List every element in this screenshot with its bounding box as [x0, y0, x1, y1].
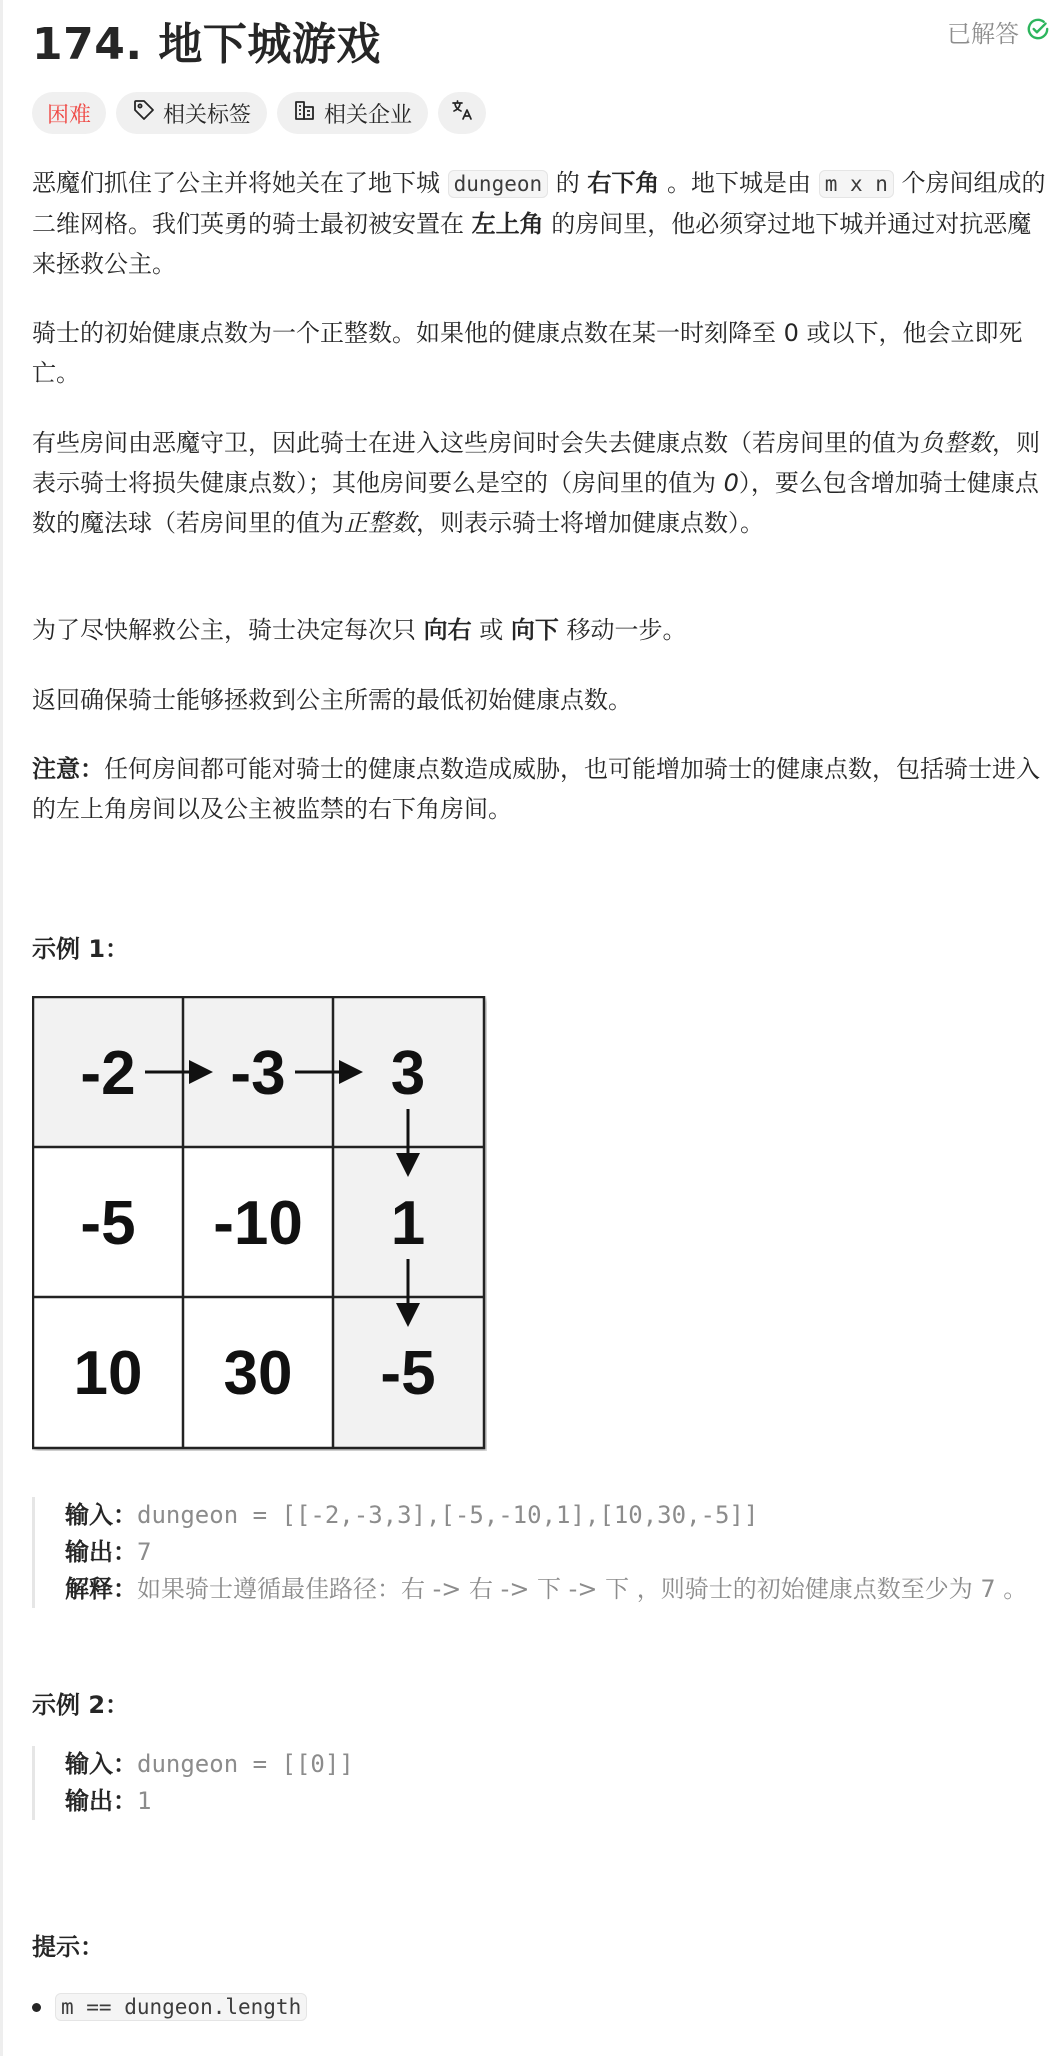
grid-value-1-1: -10	[213, 1189, 303, 1258]
example-2-heading: 示例 2：	[32, 1691, 130, 1719]
input-label: 输入：	[65, 1501, 137, 1529]
grid-value-2-0: 10	[73, 1339, 143, 1408]
example-2-output: 1	[137, 1787, 152, 1815]
inline-code-dungeon: dungeon	[448, 170, 549, 198]
tag-icon	[132, 98, 156, 128]
input-label: 输入：	[65, 1750, 137, 1778]
hint-code-1: m == dungeon.length	[55, 1993, 307, 2021]
example-1-input-line	[65, 1497, 1061, 1534]
grid-value-1-0: -5	[80, 1189, 136, 1258]
grid-value-0-0: -2	[80, 1039, 136, 1108]
building-icon	[293, 98, 317, 128]
note-paragraph: 注意：任何房间都可能对骑士的健康点数造成威胁，也可能增加骑士的健康点数，包括骑士进入的左上角房间以及公主被监禁的右下角房间。	[32, 755, 1040, 823]
example-2-block	[32, 1746, 1061, 1820]
example-1-explanation: 如果骑士遵循最佳路径：右 -> 右 -> 下 -> 下 ，则骑士的初始健康点数至少为 7 。	[137, 1575, 1028, 1603]
description-paragraph-1: 恶魔们抓住了公主并将她关在了地下城 dungeon 的 右下角 。地下城是由 m x n 个房间组成的二维网格。我们英勇的骑士最初被安置在 左上角 的房间里，他必须穿过地下城并通过对抗恶魔来拯救公主。	[32, 169, 1046, 278]
example-1-heading: 示例 1：	[32, 935, 130, 963]
check-circle-icon	[1025, 16, 1051, 48]
explain-label: 解释：	[65, 1575, 137, 1603]
grid-value-1-2: 1	[390, 1189, 426, 1258]
hint-list-item	[32, 1993, 307, 2021]
panel-divider	[0, 0, 3, 2056]
example-1-output-line	[65, 1534, 1061, 1571]
output-label: 输出：	[65, 1538, 137, 1566]
related-companies-button[interactable]	[277, 92, 428, 134]
example-1-explain-line	[65, 1571, 1061, 1608]
description-paragraph-3: 有些房间由恶魔守卫，因此骑士在进入这些房间时会失去健康点数（若房间里的值为负整数，则表示骑士将损失健康点数）；其他房间要么是空的（房间里的值为 0），要么包含增加骑士健康点数的魔法球（若房间里的值为正整数，则表示骑士将增加健康点数）。	[32, 429, 1040, 537]
grid-value-0-2: 3	[390, 1039, 426, 1108]
description-paragraph-5: 返回确保骑士能够拯救到公主所需的最低初始健康点数。	[32, 686, 632, 714]
translate-button[interactable]	[438, 92, 486, 134]
description-paragraph-2: 骑士的初始健康点数为一个正整数。如果他的健康点数在某一时刻降至 0 或以下，他会立即死亡。	[32, 319, 1023, 387]
related-companies-label: 相关企业	[324, 102, 413, 128]
grid-value-2-1: 30	[223, 1339, 293, 1408]
example-1-input: dungeon = [[-2,-3,3],[-5,-10,1],[10,30,-5]]	[137, 1501, 759, 1529]
translate-icon	[450, 98, 474, 128]
tag-bar	[32, 92, 486, 134]
related-tags-button[interactable]	[116, 92, 267, 134]
example-1-block	[32, 1497, 1061, 1608]
example-2-output-line	[65, 1783, 1061, 1820]
hints-heading: 提示：	[32, 1933, 104, 1961]
related-tags-label: 相关标签	[163, 102, 252, 128]
example-2-input-line	[65, 1746, 1061, 1783]
solved-status	[947, 14, 1051, 49]
inline-code-mxn: m x n	[819, 170, 894, 198]
description-paragraph-4: 为了尽快解救公主，骑士决定每次只 向右 或 向下 移动一步。	[32, 616, 687, 644]
dungeon-grid-image	[32, 996, 487, 1451]
grid-value-0-1: -3	[230, 1039, 286, 1108]
example-2-input: dungeon = [[0]]	[137, 1750, 354, 1778]
output-label: 输出：	[65, 1787, 137, 1815]
solved-label: 已解答	[947, 20, 1019, 48]
difficulty-badge[interactable]: 困难	[32, 92, 106, 134]
problem-title: 174. 地下城游戏	[32, 19, 381, 70]
bullet-icon	[32, 2003, 41, 2012]
grid-value-2-2: -5	[380, 1339, 436, 1408]
example-1-output: 7	[137, 1538, 152, 1566]
